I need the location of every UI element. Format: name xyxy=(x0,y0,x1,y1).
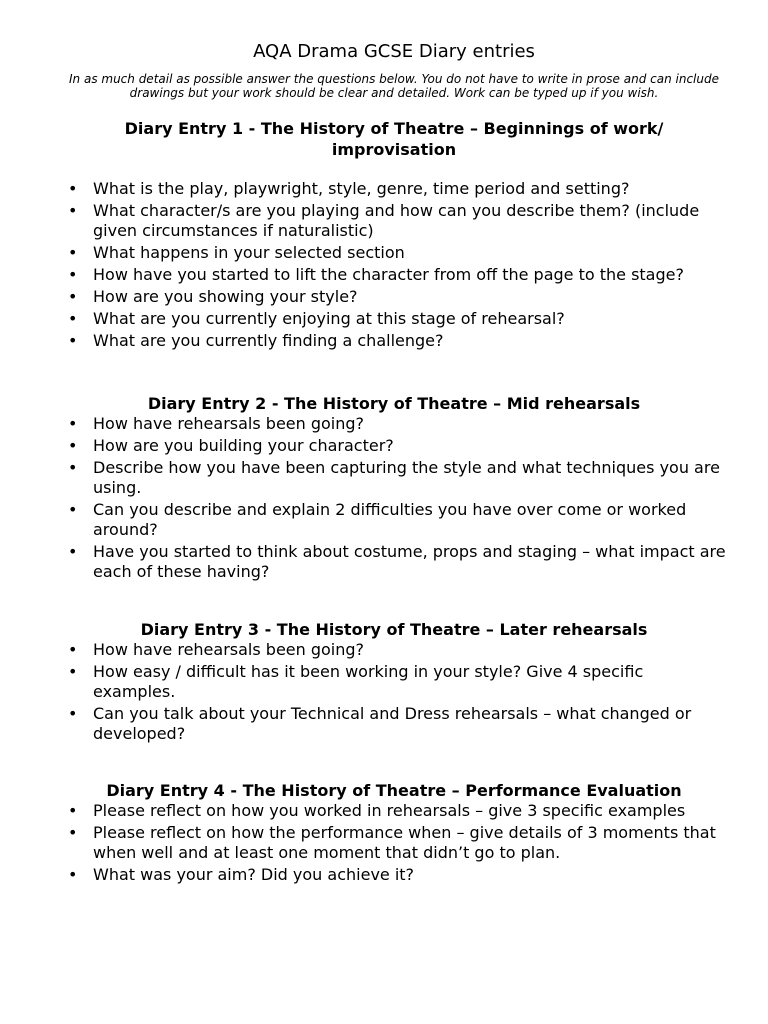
diary-entry-4 xyxy=(60,780,728,885)
instructions-text: In as much detail as possible answer the questions below. You do not have to write in prose and can include drawings but your work should be clear and detailed. Work can be typed up if you wish. xyxy=(69,72,719,100)
list-item: • Describe how you have been capturing the style and what techniques you are using. xyxy=(60,458,728,498)
question-list xyxy=(60,801,728,885)
entry-heading: Diary Entry 4 - The History of Theatre – Performance Evaluation xyxy=(106,781,682,800)
list-item: • What are you currently finding a challenge? xyxy=(60,331,728,351)
diary-entry-2 xyxy=(60,393,728,582)
diary-entry-3 xyxy=(60,619,728,744)
list-item: • What is the play, playwright, style, genre, time period and setting? xyxy=(60,179,728,199)
list-item: • Please reflect on how the performance when – give details of 3 moments that when well and at least one moment that didn’t go to plan. xyxy=(60,823,728,863)
question-list xyxy=(60,640,728,744)
list-item: • Can you talk about your Technical and Dress rehearsals – what changed or developed? xyxy=(60,704,728,744)
list-item: • How easy / difficult has it been working in your style? Give 4 specific examples. xyxy=(60,662,728,702)
entry-heading: Diary Entry 3 - The History of Theatre – Later rehearsals xyxy=(140,620,648,639)
list-item: • How have you started to lift the character from off the page to the stage? xyxy=(60,265,728,285)
entry-heading: Diary Entry 1 - The History of Theatre – Beginnings of work/ improvisation xyxy=(124,119,664,159)
question-list xyxy=(60,414,728,582)
list-item: • Please reflect on how you worked in rehearsals – give 3 specific examples xyxy=(60,801,728,821)
document-title: AQA Drama GCSE Diary entries xyxy=(253,41,535,62)
spacer xyxy=(60,353,728,393)
list-item: • Have you started to think about costume, props and staging – what impact are each of these having? xyxy=(60,542,728,582)
list-item: • What was your aim? Did you achieve it? xyxy=(60,865,728,885)
list-item: • How are you showing your style? xyxy=(60,287,728,307)
spacer xyxy=(60,584,728,619)
spacer xyxy=(60,746,728,780)
list-item: • How have rehearsals been going? xyxy=(60,640,728,660)
list-item: • What character/s are you playing and how can you describe them? (include given circumstances if naturalistic) xyxy=(60,201,728,241)
question-list xyxy=(60,179,728,351)
list-item: • What are you currently enjoying at this stage of rehearsal? xyxy=(60,309,728,329)
list-item: • How are you building your character? xyxy=(60,436,728,456)
list-item: • How have rehearsals been going? xyxy=(60,414,728,434)
list-item: • Can you describe and explain 2 difficulties you have over come or worked around? xyxy=(60,500,728,540)
entry-heading: Diary Entry 2 - The History of Theatre – Mid rehearsals xyxy=(147,394,641,413)
diary-entry-1 xyxy=(60,118,728,351)
list-item: • What happens in your selected section xyxy=(60,243,728,263)
